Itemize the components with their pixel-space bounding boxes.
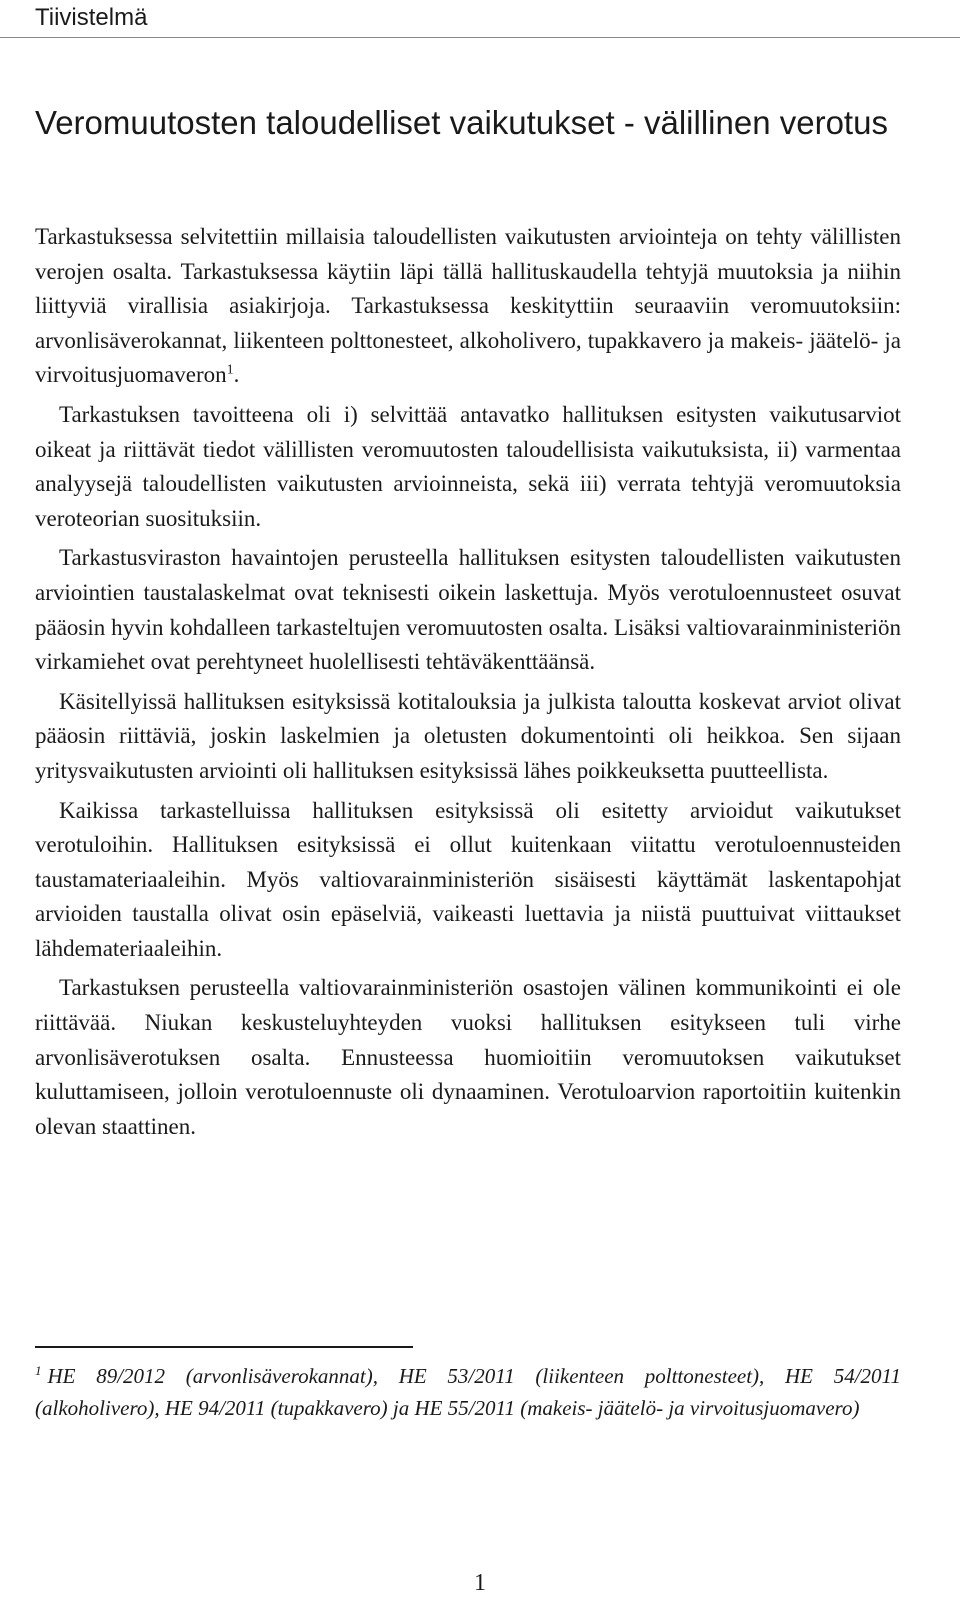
paragraph-1	[35, 220, 901, 393]
paragraph-3: Tarkastusviraston havaintojen perusteella hallituksen esitysten taloudellisten vaikutusten arviointien taustalaskelmat ovat teknisesti oikein laskettuja. Myös verotuloennusteet osuvat pääosin hyvin kohdalleen tarkasteltujen veromuutosten osalta. Lisäksi valtiovarainministeriön virkamiehet ovat perehtyneet huolellisesti tehtäväkenttäänsä.	[35, 545, 901, 675]
footnote-text: HE 89/2012 (arvonlisäverokannat), HE 53/2011 (liikenteen polttonesteet), HE 54/2011 (alkoholivero), HE 94/2011 (tupakkavero) ja HE 55/2011 (makeis- jäätelö- ja virvoitusjuomavero)	[35, 1364, 901, 1420]
paragraph-5: Kaikissa tarkastelluissa hallituksen esityksissä oli esitetty arvioidut vaikutukset verotuloihin. Hallituksen esityksissä ei ollut kuitenkaan viitattu verotuloennusteiden taustamateriaaleihin. Myös valtiovarainministeriön sisäisesti käyttämät laskentapohjat arvioiden taustalla olivat osin epäselviä, vaikeasti luettavia ja niistä puuttuivat viittaukset lähdemateriaaleihin.	[35, 797, 901, 961]
paragraph-6: Tarkastuksen perusteella valtiovarainministeriön osastojen välinen kommunikointi ei ole riittävää. Niukan keskusteluyhteyden vuoksi hallituksen esitykseen tuli virhe arvonlisäverotuksen osalta. Ennusteessa huomioitiin veromuutoksen vaikutukset kuluttamiseen, jolloin verotuloennuste oli dynaaminen. Verotuloarvion raportoitiin kuitenkin olevan staattinen.	[35, 975, 901, 1139]
page-title: Veromuutosten taloudelliset vaikutukset - välillinen verotus	[35, 104, 888, 141]
footnote-reference: 1	[226, 362, 234, 378]
section-header: Tiivistelmä	[35, 4, 148, 31]
footnote-marker: 1	[35, 1363, 42, 1378]
paragraph-4: Käsitellyissä hallituksen esityksissä kotitalouksia ja julkista taloutta koskevat arviot olivat pääosin riittäviä, joskin laskelmien ja oletusten dokumentointi oli heikkoa. Sen sijaan yritysvaikutusten arviointi oli hallituksen esityksissä lähes poikkeuksetta puutteellista.	[35, 688, 901, 783]
paragraph-1-text: Tarkastuksessa selvitettiin millaisia taloudellisten vaikutusten arviointeja on tehty välillisten verojen osalta. Tarkastuksessa käytiin läpi tällä hallituskaudella tehtyjä muutoksia ja niihin liittyviä virallisia asiakirjoja. Tarkastuksessa keskityttiin seuraaviin veromuutoksiin: arvonlisäverokannat, liikenteen polttonesteet, alkoholivero, tupakkavero ja makeis- jäätelö- ja virvoitusjuomaveron	[35, 224, 901, 388]
summary-body	[35, 220, 901, 1149]
paragraph-2: Tarkastuksen tavoitteena oli i) selvittää antavatko hallituksen esitysten vaikutusarviot oikeat ja riittävät tiedot välillisten veromuutosten taloudellisista vaikutuksista, ii) varmentaa analyysejä taloudellisten vaikutusten arvioinneista, sekä iii) verrata tehtyjä veromuutoksia veroteorian suosituksiin.	[35, 401, 901, 531]
paragraph-1-end: .	[233, 362, 240, 388]
header-divider	[0, 37, 960, 38]
page-number: 1	[474, 1570, 486, 1596]
footnote	[35, 1360, 901, 1424]
footnote-divider	[35, 1346, 413, 1348]
